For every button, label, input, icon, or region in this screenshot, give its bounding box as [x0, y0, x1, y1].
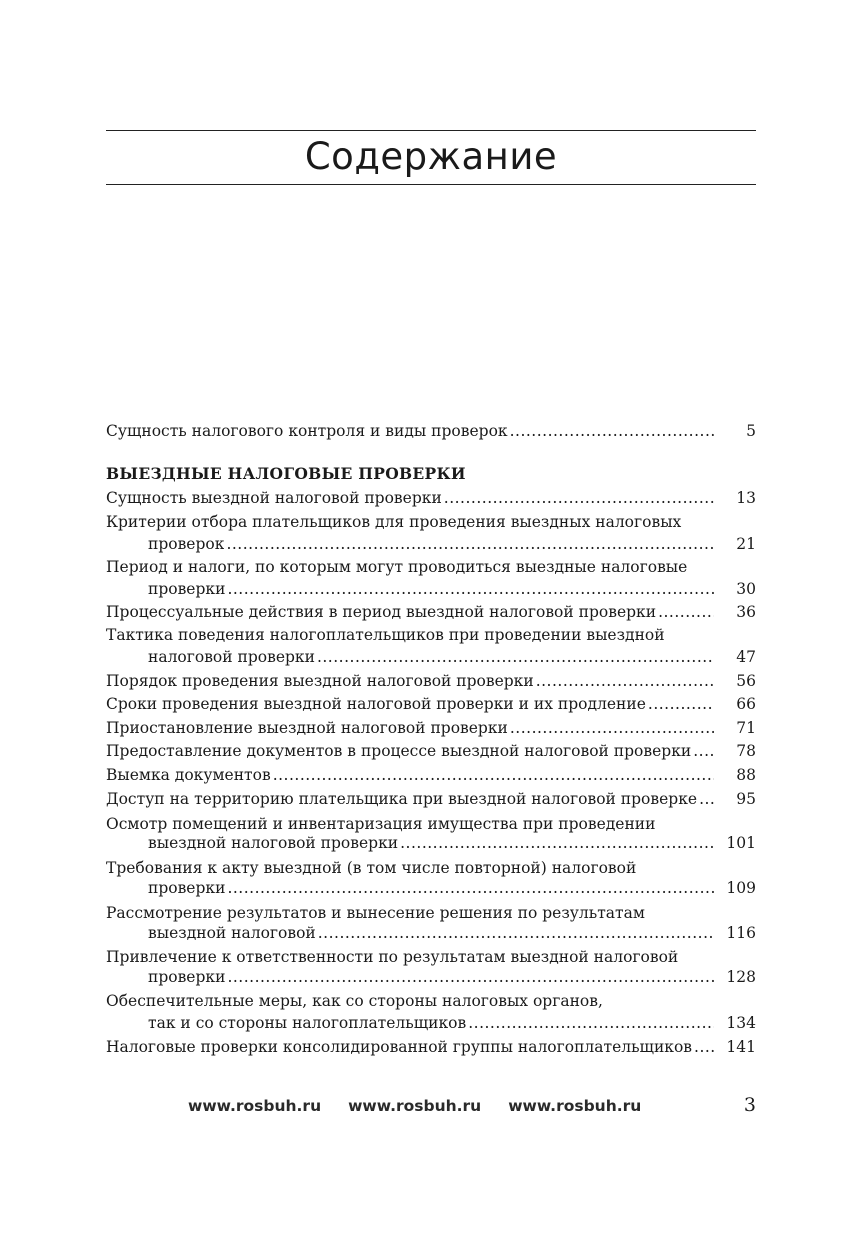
toc-entry-page: 56: [736, 672, 756, 690]
toc-entry-page: 101: [726, 834, 756, 852]
toc-entry[interactable]: [106, 646, 756, 668]
toc-entry-title-line1[interactable]: Рассмотрение результатов и вынесение решения по результатам: [106, 904, 645, 922]
toc-entry-page: 71: [736, 719, 756, 737]
toc-leader-dots: [510, 420, 714, 442]
toc-leader-dots: [273, 764, 714, 786]
toc-entry-title: Процессуальные действия в период выездной налоговой проверки: [106, 603, 657, 621]
toc-leader-dots: [317, 646, 714, 668]
toc-entry-title-line2: налоговой проверки: [148, 648, 315, 666]
toc-leader-dots: [510, 717, 714, 739]
toc-entry-title: Сущность выездной налоговой проверки: [106, 489, 442, 507]
toc-entry-title-line1[interactable]: Требования к акту выездной (в том числе повторной) налоговой: [106, 859, 637, 877]
toc-entry-title-line1[interactable]: Тактика поведения налогоплательщиков при проведении выездной: [106, 626, 665, 644]
toc-entry-page: 30: [736, 580, 756, 598]
toc-entry[interactable]: [106, 420, 756, 442]
toc-leader-dots: [227, 578, 714, 600]
footer-link[interactable]: www.rosbuh.ru: [348, 1097, 482, 1115]
toc-entry[interactable]: [106, 670, 756, 692]
toc-leader-dots: [227, 877, 714, 899]
toc-entry-page: 109: [726, 879, 756, 897]
toc-entry-title: Выемка документов: [106, 766, 271, 784]
toc-entry[interactable]: [106, 1012, 756, 1034]
page-title: Содержание: [304, 135, 558, 178]
toc-entry[interactable]: [106, 487, 756, 509]
toc-leader-dots: [227, 966, 714, 988]
footer-link[interactable]: www.rosbuh.ru: [188, 1097, 322, 1115]
page-number: 3: [743, 1094, 756, 1116]
toc-entry-title: Сущность налогового контроля и виды проверок: [106, 422, 508, 440]
toc-entry-title-line1[interactable]: Привлечение к ответственности по результатам выездной налоговой: [106, 948, 679, 966]
toc-entry-page: 141: [726, 1038, 756, 1056]
toc-entry-title: Доступ на территорию плательщика при выездной налоговой проверке: [106, 790, 698, 808]
toc-entry-title-line1[interactable]: Период и налоги, по которым могут проводиться выездные налоговые: [106, 558, 688, 576]
toc-leader-dots: [318, 922, 714, 944]
toc-leader-dots: [694, 1036, 714, 1058]
toc-entry-page: 36: [736, 603, 756, 621]
toc-entry-page: 78: [736, 742, 756, 760]
toc-entry-page: 66: [736, 695, 756, 713]
toc-entry[interactable]: [106, 922, 756, 944]
toc-leader-dots: [693, 740, 714, 762]
toc-entry[interactable]: [106, 693, 756, 715]
toc-entry[interactable]: [106, 740, 756, 762]
title-rule-bottom: [106, 184, 756, 185]
toc-entry-title-line1[interactable]: Осмотр помещений и инвентаризация имущества при проведении: [106, 815, 656, 833]
toc-leader-dots: [536, 670, 714, 692]
toc-entry[interactable]: [106, 533, 756, 555]
toc-leader-dots: [699, 788, 714, 810]
toc-entry-title-line2: проверок: [148, 535, 225, 553]
toc-entry-title: Порядок проведения выездной налоговой проверки: [106, 672, 534, 690]
toc-entry[interactable]: [106, 601, 756, 623]
toc-leader-dots: [444, 487, 714, 509]
toc-entry-title-line1[interactable]: Критерии отбора плательщиков для проведения выездных налоговых: [106, 513, 682, 531]
toc-entry-title-line2: так и со стороны налогоплательщиков: [148, 1014, 467, 1032]
toc-entry-title: Сроки проведения выездной налоговой проверки и их продление: [106, 695, 646, 713]
toc-leader-dots: [658, 601, 714, 623]
footer-link[interactable]: www.rosbuh.ru: [508, 1097, 642, 1115]
toc-entry[interactable]: [106, 877, 756, 899]
toc-entry-page: 95: [736, 790, 756, 808]
toc-entry[interactable]: [106, 1036, 756, 1058]
toc-entry[interactable]: [106, 764, 756, 786]
toc-entry[interactable]: [106, 966, 756, 988]
toc-leader-dots: [468, 1012, 714, 1034]
toc-entry-page: 134: [726, 1014, 756, 1032]
footer-links: [188, 1094, 641, 1118]
toc-entry-page: 5: [746, 422, 756, 440]
toc-entry[interactable]: [106, 578, 756, 600]
toc-entry[interactable]: [106, 832, 756, 854]
toc-entry-title-line2: проверки: [148, 580, 226, 598]
toc-leader-dots: [400, 832, 714, 854]
toc-entry-page: 13: [736, 489, 756, 507]
toc-entry-title-line2: выездной налоговой проверки: [148, 834, 399, 852]
toc-entry-title-line2: выездной налоговой: [148, 924, 316, 942]
toc-entry-title: Приостановление выездной налоговой проверки: [106, 719, 508, 737]
toc-entry-title: Налоговые проверки консолидированной группы налогоплательщиков: [106, 1038, 693, 1056]
toc-entry[interactable]: [106, 788, 756, 810]
toc-entry-title: Предоставление документов в процессе выездной налоговой проверки: [106, 742, 692, 760]
toc-entry-page: 128: [726, 968, 756, 986]
toc-entry-title-line2: проверки: [148, 968, 226, 986]
toc-entry-title-line2: проверки: [148, 879, 226, 897]
toc-entry-page: 21: [736, 535, 756, 553]
toc-leader-dots: [648, 693, 714, 715]
toc-entry[interactable]: [106, 717, 756, 739]
section-heading: ВЫЕЗДНЫЕ НАЛОГОВЫЕ ПРОВЕРКИ: [106, 464, 466, 483]
toc-entry-title-line1[interactable]: Обеспечительные меры, как со стороны налоговых органов,: [106, 992, 603, 1010]
toc-entry-page: 47: [736, 648, 756, 666]
toc-leader-dots: [226, 533, 714, 555]
toc-entry-page: 116: [726, 924, 756, 942]
title-rule-top: [106, 130, 756, 131]
toc-entry-page: 88: [736, 766, 756, 784]
